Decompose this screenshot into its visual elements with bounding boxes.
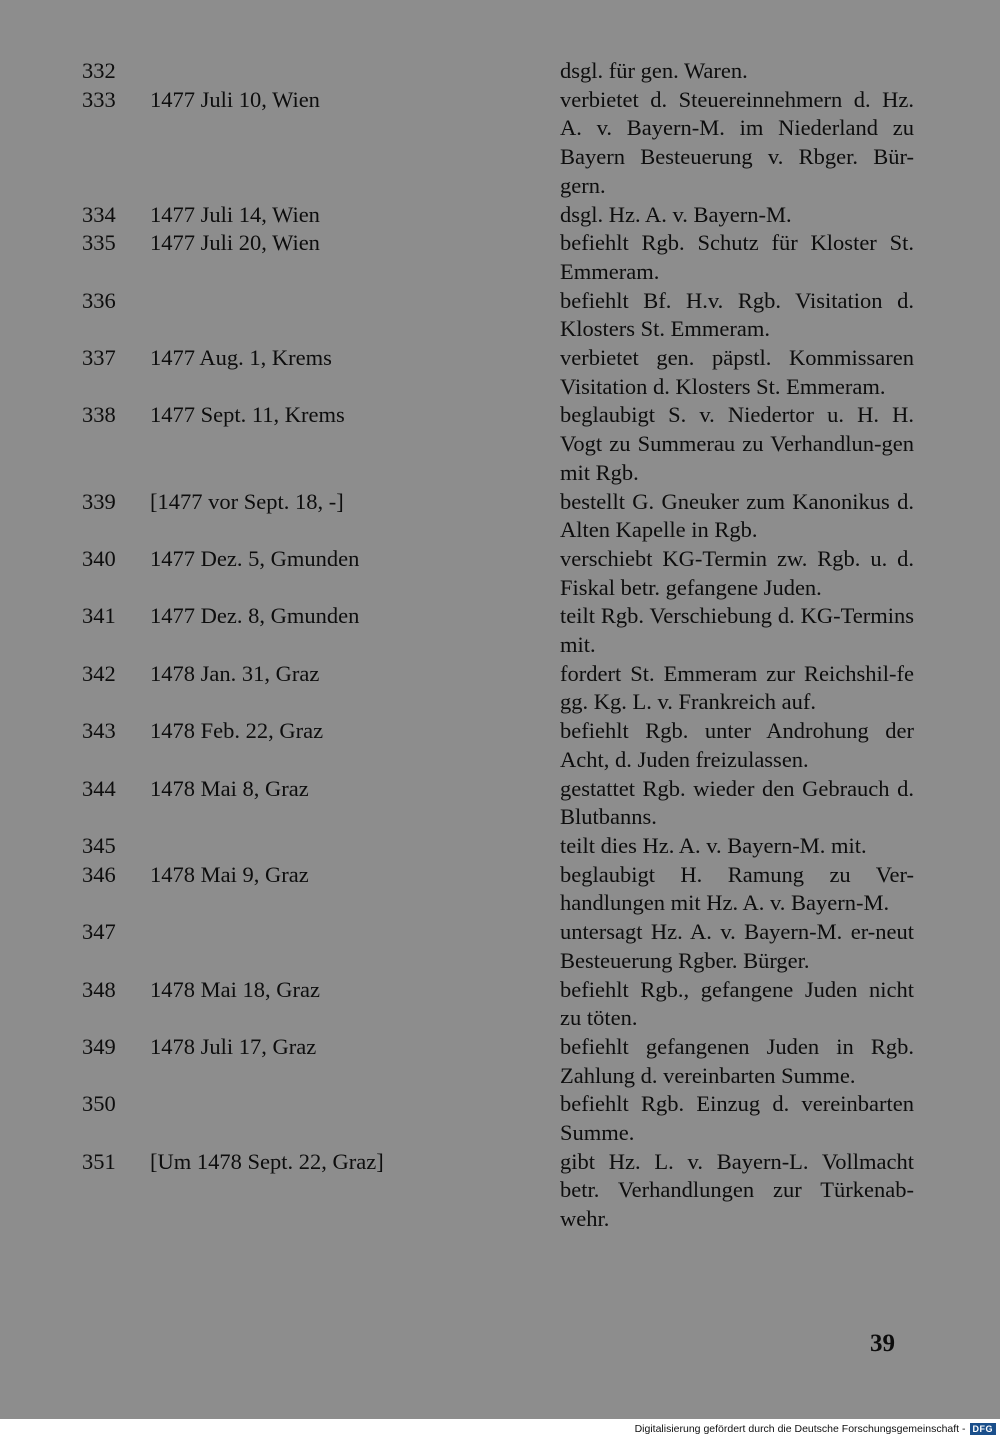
entry-number: 342 xyxy=(82,660,116,686)
entry-date-place: 1477 Juli 14, Wien xyxy=(150,201,320,227)
entry-row xyxy=(0,86,1000,201)
entry-row xyxy=(0,229,1000,286)
entry-summary: verbietet gen. päpstl. Kommissaren Visitation d. Klosters St. Emmeram. xyxy=(560,345,914,399)
entry-row xyxy=(0,488,1000,545)
entry-summary: gibt Hz. L. v. Bayern-L. Vollmacht betr. Verhandlungen zur Türkenab-wehr. xyxy=(560,1148,914,1232)
entry-summary: befiehlt Rgb. Schutz für Kloster St. Emmeram. xyxy=(560,230,914,284)
entry-date-place: [1477 vor Sept. 18, -] xyxy=(150,488,344,514)
entry-date-place: 1477 Juli 20, Wien xyxy=(150,230,320,256)
entry-date-place: 1477 Sept. 11, Krems xyxy=(150,402,345,428)
entry-summary: beglaubigt H. Ramung zu Ver-handlungen mit Hz. A. v. Bayern-M. xyxy=(560,861,914,916)
entry-summary: befiehlt gefangenen Juden in Rgb. Zahlung d. vereinbarten Summe. xyxy=(560,1033,914,1088)
entry-row xyxy=(0,717,1000,774)
entry-date-place: 1477 Dez. 8, Gmunden xyxy=(150,603,360,629)
entry-number: 349 xyxy=(82,1033,116,1059)
entry-number: 341 xyxy=(82,603,116,629)
entry-date-place: 1478 Mai 9, Graz xyxy=(150,861,309,887)
entry-number: 333 xyxy=(82,86,116,112)
entry-number: 348 xyxy=(82,976,116,1002)
entry-number: 345 xyxy=(82,832,116,858)
entry-summary: gestattet Rgb. wieder den Gebrauch d. Blutbanns. xyxy=(560,775,914,830)
entry-date-place: 1477 Aug. 1, Krems xyxy=(150,345,332,371)
entry-row xyxy=(0,775,1000,832)
entry-row xyxy=(0,602,1000,659)
entry-date-place: 1477 Juli 10, Wien xyxy=(150,86,320,112)
entry-row xyxy=(0,287,1000,344)
entry-date-place: 1478 Juli 17, Graz xyxy=(150,1033,317,1059)
footer-text: Digitalisierung gefördert durch die Deutsche Forschungsgemeinschaft - xyxy=(634,1423,966,1435)
entry-summary: verschiebt KG-Termin zw. Rgb. u. d. Fiskal betr. gefangene Juden. xyxy=(560,545,914,600)
entry-number: 338 xyxy=(82,402,116,428)
entry-row xyxy=(0,57,1000,86)
entry-number: 351 xyxy=(82,1148,116,1174)
entry-summary: untersagt Hz. A. v. Bayern-M. er-neut Besteuerung Rgber. Bürger. xyxy=(560,919,914,973)
entry-summary: bestellt G. Gneuker zum Kanonikus d. Alten Kapelle in Rgb. xyxy=(560,488,914,543)
entry-summary: dsgl. für gen. Waren. xyxy=(560,58,748,83)
entry-summary: fordert St. Emmeram zur Reichshil-fe gg. Kg. L. v. Frankreich auf. xyxy=(560,660,914,715)
entry-row xyxy=(0,861,1000,918)
entry-summary: verbietet d. Steuereinnehmern d. Hz. A. v. Bayern-M. im Niederland zu Bayern Besteuerung v. Rbger. Bür-gern. xyxy=(560,86,914,198)
entry-summary: teilt Rgb. Verschiebung d. KG-Termins mit. xyxy=(560,603,914,658)
entry-summary: befiehlt Rgb., gefangene Juden nicht zu töten. xyxy=(560,976,914,1031)
entry-number: 344 xyxy=(82,775,116,801)
entry-summary: befiehlt Rgb. unter Androhung der Acht, d. Juden freizulassen. xyxy=(560,718,914,772)
entry-number: 339 xyxy=(82,488,116,514)
entry-row xyxy=(0,201,1000,230)
entry-row xyxy=(0,1148,1000,1234)
entry-row xyxy=(0,344,1000,401)
entry-number: 337 xyxy=(82,345,116,371)
entry-date-place: 1478 Feb. 22, Graz xyxy=(150,718,324,744)
page-number: 39 xyxy=(870,1330,895,1357)
entry-number: 350 xyxy=(82,1091,116,1117)
entry-summary: befiehlt Rgb. Einzug d. vereinbarten Summe. xyxy=(560,1091,914,1146)
entry-summary: teilt dies Hz. A. v. Bayern-M. mit. xyxy=(560,832,867,858)
entry-date-place: 1478 Mai 8, Graz xyxy=(150,775,309,801)
entry-date-place: [Um 1478 Sept. 22, Graz] xyxy=(150,1148,384,1174)
dfg-logo: DFG xyxy=(970,1423,997,1435)
entry-date-place: 1478 Mai 18, Graz xyxy=(150,976,320,1002)
footer-credit xyxy=(635,1422,996,1436)
entry-summary: befiehlt Bf. H.v. Rgb. Visitation d. Klosters St. Emmeram. xyxy=(560,287,914,342)
entry-date-place: 1478 Jan. 31, Graz xyxy=(150,660,320,686)
entry-number: 347 xyxy=(82,919,116,945)
entry-row xyxy=(0,660,1000,717)
entry-row xyxy=(0,832,1000,861)
entry-row xyxy=(0,976,1000,1033)
entry-row xyxy=(0,545,1000,602)
entry-summary: beglaubigt S. v. Niedertor u. H. H. Vogt zu Summerau zu Verhandlun-gen mit Rgb. xyxy=(560,402,914,485)
entry-row xyxy=(0,401,1000,487)
entry-date-place: 1477 Dez. 5, Gmunden xyxy=(150,545,360,571)
entry-number: 336 xyxy=(82,287,116,313)
entry-row xyxy=(0,1090,1000,1147)
entry-list xyxy=(0,57,1000,1234)
entry-row xyxy=(0,1033,1000,1090)
entry-number: 335 xyxy=(82,230,116,256)
entry-row xyxy=(0,918,1000,975)
entry-number: 343 xyxy=(82,718,116,744)
entry-number: 332 xyxy=(82,58,116,83)
entry-summary: dsgl. Hz. A. v. Bayern-M. xyxy=(560,201,792,227)
entry-number: 334 xyxy=(82,201,116,227)
entry-number: 340 xyxy=(82,545,116,571)
entry-number: 346 xyxy=(82,861,116,887)
